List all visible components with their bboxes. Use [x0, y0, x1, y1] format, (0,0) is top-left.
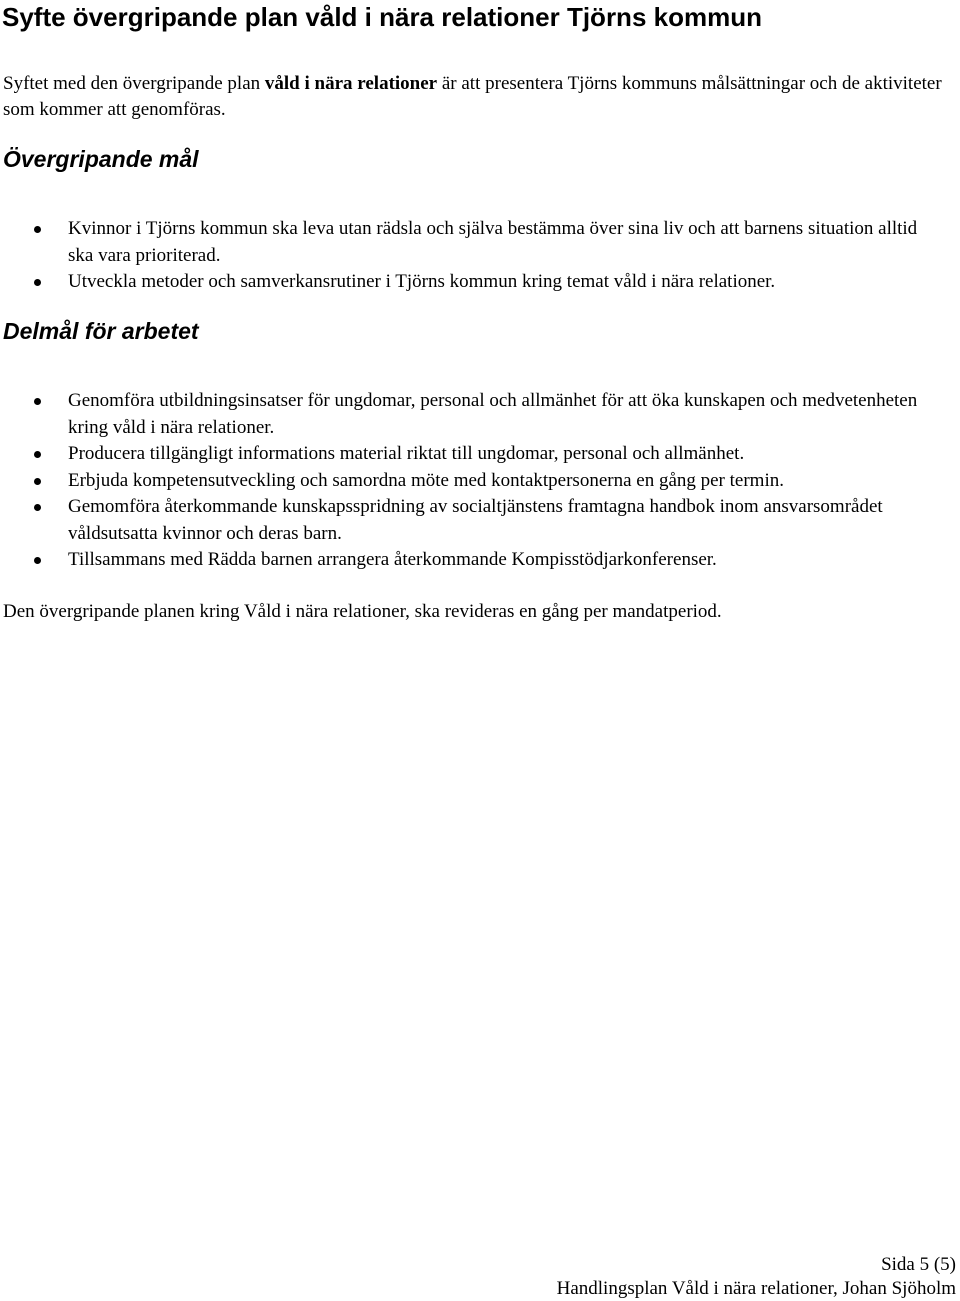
intro-bold-phrase: våld i nära relationer: [264, 73, 438, 94]
list-item-text: Erbjuda kompetensutveckling och samordna möte med kontaktpersonerna en gång per termin.: [68, 469, 784, 491]
closing-paragraph: Den övergripande planen kring Våld i nära relationer, ska revideras en gång per mandatperiod.: [3, 601, 722, 622]
intro-text-end: är att presentera Tjörns kommuns målsättningar och de aktiviteter som kommer att genomföras.: [3, 73, 942, 120]
page-number: Sida 5 (5): [881, 1254, 956, 1275]
list-item: [0, 494, 960, 547]
intro-text-start: Syftet med den övergripande plan: [3, 73, 265, 94]
bullet-icon: [34, 226, 41, 233]
list-item: [0, 388, 960, 441]
document-footer: Handlingsplan Våld i nära relationer, Johan Sjöholm: [556, 1278, 956, 1299]
subgoals-list: [0, 388, 960, 574]
bullet-icon: [34, 557, 41, 564]
goals-heading: Övergripande mål: [3, 146, 199, 172]
bullet-icon: [34, 279, 41, 286]
list-item-text: Kvinnor i Tjörns kommun ska leva utan rädsla och själva bestämma över sina liv och att barnens situation alltid ska vara prioriterad.: [68, 218, 918, 266]
list-item: [0, 468, 960, 495]
list-item-text: Genomföra utbildningsinsatser för ungdomar, personal och allmänhet för att öka kunskapen och medvetenheten kring våld i nära relationer.: [68, 390, 918, 438]
bullet-icon: [34, 478, 41, 485]
bullet-icon: [34, 504, 41, 511]
list-item: [0, 216, 960, 269]
list-item-text: Producera tillgängligt informations material riktat till ungdomar, personal och allmänhet.: [68, 443, 745, 464]
list-item: [0, 441, 960, 468]
goals-list: [0, 216, 960, 296]
list-item-text: Tillsammans med Rädda barnen arrangera återkommande Kompisstödjarkonferenser.: [68, 549, 717, 570]
bullet-icon: [34, 451, 41, 458]
list-item: [0, 547, 960, 574]
list-item-text: Gemomföra återkommande kunskapsspridning av socialtjänstens framtagna handbok inom ansvarsområdet våldsutsatta kvinnor och deras barn.: [68, 496, 883, 544]
bullet-icon: [34, 398, 41, 405]
list-item-text: Utveckla metoder och samverkansrutiner i Tjörns kommun kring temat våld i nära relationer.: [68, 271, 776, 292]
list-item: [0, 269, 960, 296]
intro-paragraph: [3, 71, 953, 123]
page-title: Syfte övergripande plan våld i nära relationer Tjörns kommun: [2, 2, 762, 32]
subgoals-heading: Delmål för arbetet: [3, 318, 199, 344]
